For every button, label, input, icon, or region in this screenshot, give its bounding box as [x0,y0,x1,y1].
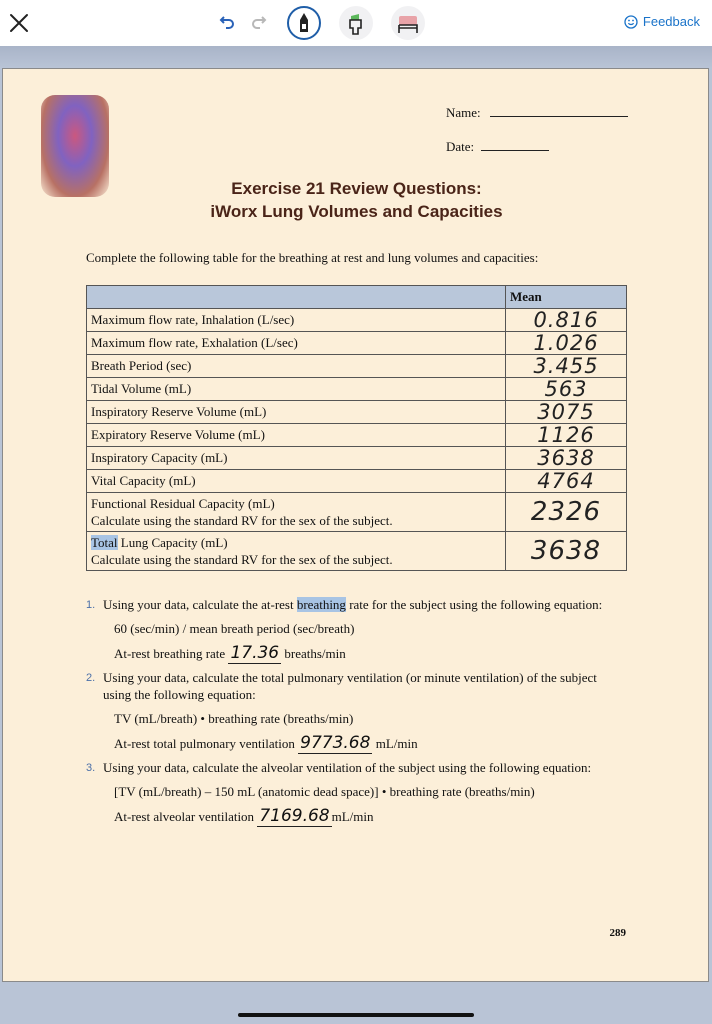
row-label: Inspiratory Capacity (mL) [87,447,506,470]
intro-text: Complete the following table for the breathing at rest and lung volumes and capacities: [86,250,539,265]
table-row [87,424,627,447]
table-row [87,401,627,424]
q2-line-2: using the following equation: [103,687,256,702]
highlighter-icon [339,6,373,40]
table-row-tlc [87,532,627,571]
home-indicator[interactable] [238,1013,474,1017]
q3-equation: [TV (mL/breath) – 150 mL (anatomic dead space)] • breathing rate (breaths/min) [114,784,535,799]
table-row [87,309,627,332]
table-header-row [87,286,627,309]
q2-equation: TV (mL/breath) • breathing rate (breaths/min) [114,711,354,726]
title-line-1: Exercise 21 Review Questions: [231,179,482,198]
row-value[interactable]: 1.026 [506,332,627,355]
row-label: Vital Capacity (mL) [87,470,506,493]
q1-text-pre: Using your data, calculate the at-rest [103,597,297,612]
q3-answer-row [114,806,374,826]
q1-highlight[interactable]: breathing [296,597,346,612]
eraser-tool-button[interactable] [391,6,425,40]
q3-line-1: Using your data, calculate the alveolar ventilation of the subject using the following equation: [103,760,592,775]
row-value[interactable]: 563 [506,378,627,401]
table-row [87,447,627,470]
eraser-icon [391,6,425,40]
tlc-label-cell [87,532,506,571]
q2-answer-unit: mL/min [375,736,418,751]
table-header-blank [87,286,506,309]
row-label: Breath Period (sec) [87,355,506,378]
feedback-button[interactable] [624,14,700,29]
tlc-label: Lung Capacity (mL) [117,535,228,550]
date-field[interactable] [446,139,549,155]
table-row [87,355,627,378]
q1-answer-row [114,643,346,663]
feedback-label: Feedback [642,14,700,29]
page-number: 289 [609,927,626,939]
row-value[interactable]: 3638 [506,447,627,470]
frc-note: Calculate using the standard RV for the sex of the subject. [91,513,393,528]
q2-answer-row [114,733,418,753]
row-value[interactable]: 3075 [506,401,627,424]
row-label: Maximum flow rate, Inhalation (L/sec) [87,309,506,332]
name-line [490,106,628,117]
tlc-value[interactable]: 3638 [506,532,627,571]
pen-tool-button[interactable] [287,6,321,40]
row-value[interactable]: 0.816 [506,309,627,332]
q3-number: 3. [86,762,96,774]
table-row-frc [87,493,627,532]
row-label: Inspiratory Reserve Volume (mL) [87,401,506,424]
redo-icon[interactable] [250,10,268,37]
row-value[interactable]: 3.455 [506,355,627,378]
q1-text [103,597,602,613]
frc-label-cell [87,493,506,532]
table-header-mean: Mean [506,286,627,309]
top-toolbar [0,0,712,46]
q2-number: 2. [86,672,96,684]
q2-answer-label: At-rest total pulmonary ventilation [114,736,295,751]
row-label: Maximum flow rate, Exhalation (L/sec) [87,332,506,355]
close-icon[interactable] [8,12,30,34]
name-field[interactable] [446,105,628,121]
frc-value[interactable]: 2326 [506,493,627,532]
q3-answer-label: At-rest alveolar ventilation [114,809,255,824]
table-row [87,470,627,493]
q2-answer-value[interactable]: 9773.68 [300,733,371,753]
row-value[interactable]: 4764 [506,470,627,493]
q1-number: 1. [86,599,96,611]
undo-icon[interactable] [218,10,236,37]
worksheet-page [2,68,709,982]
q1-answer-label: At-rest breathing rate [114,646,226,661]
row-value[interactable]: 1126 [506,424,627,447]
date-line [481,140,549,151]
highlighter-tool-button[interactable] [339,6,373,40]
row-label: Expiratory Reserve Volume (mL) [87,424,506,447]
table-row [87,378,627,401]
q1-answer-unit: breaths/min [284,646,346,661]
q3-answer-value[interactable]: 7169.68 [259,806,330,826]
q3-answer-unit: mL/min [331,809,374,824]
date-label: Date: [446,139,475,154]
smiley-icon [624,15,638,29]
q1-answer-value[interactable]: 17.36 [230,643,280,663]
tlc-label-highlight[interactable]: Total [91,535,118,550]
lung-volumes-table [86,285,627,571]
tlc-note: Calculate using the standard RV for the sex of the subject. [91,552,393,567]
table-row [87,332,627,355]
toolbar-shadow [0,46,712,68]
q2-line-1: Using your data, calculate the total pulmonary ventilation (or minute ventilation) of the subject [103,670,597,685]
frc-label: Functional Residual Capacity (mL) [91,496,275,511]
row-label: Tidal Volume (mL) [87,378,506,401]
title-line-2: iWorx Lung Volumes and Capacities [210,202,503,221]
name-label: Name: [446,105,481,120]
pen-icon [289,8,319,38]
q1-text-post: rate for the subject using the following equation: [345,597,603,612]
q1-equation: 60 (sec/min) / mean breath period (sec/breath) [114,621,355,636]
